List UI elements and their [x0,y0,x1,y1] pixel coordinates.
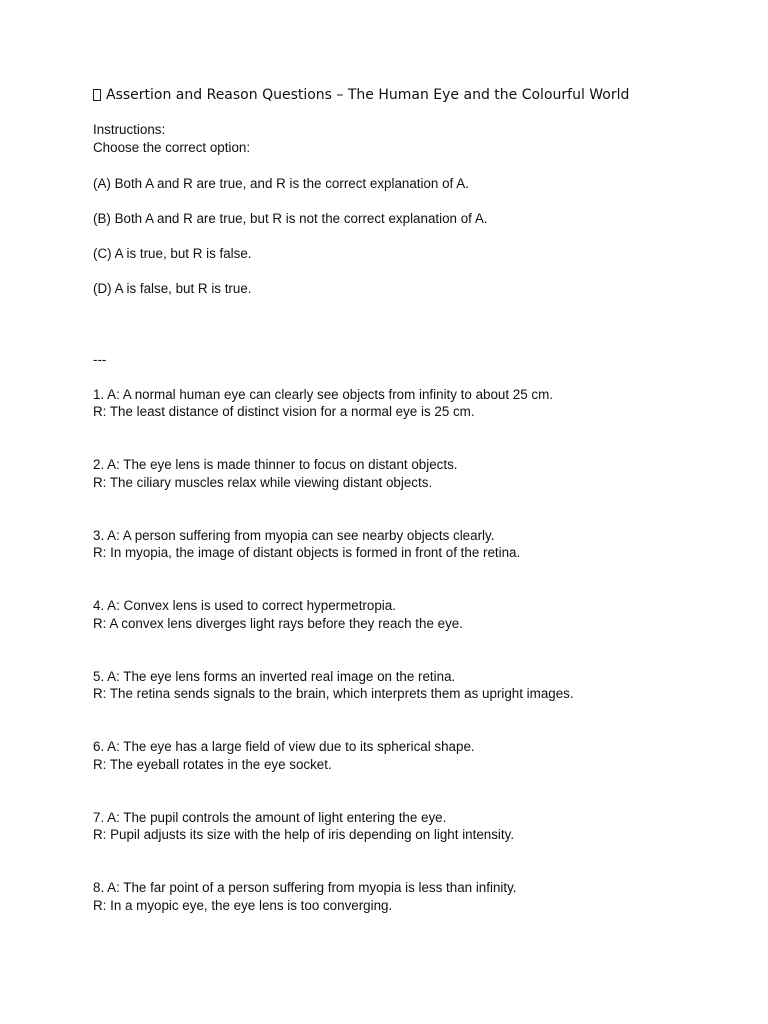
document-title [93,86,629,104]
option-b: (B) Both A and R are true, but R is not the correct explanation of A. [93,211,488,226]
question-2-assertion: 2. A: The eye lens is made thinner to focus on distant objects. [93,457,458,472]
question-8-assertion: 8. A: The far point of a person suffering from myopia is less than infinity. [93,880,517,895]
question-4-assertion: 4. A: Convex lens is used to correct hypermetropia. [93,598,396,613]
question-6-reason: R: The eyeball rotates in the eye socket. [93,757,332,772]
question-4-reason: R: A convex lens diverges light rays before they reach the eye. [93,616,463,631]
question-6-assertion: 6. A: The eye has a large field of view due to its spherical shape. [93,739,475,754]
question-2-reason: R: The ciliary muscles relax while viewing distant objects. [93,475,433,490]
document-title-text: Assertion and Reason Questions – The Human Eye and the Colourful World [106,87,630,103]
option-a: (A) Both A and R are true, and R is the correct explanation of A. [93,176,469,191]
instructions-line: Choose the correct option: [93,140,251,155]
question-8-reason: R: In a myopic eye, the eye lens is too converging. [93,898,393,913]
question-5-assertion: 5. A: The eye lens forms an inverted real image on the retina. [93,669,456,684]
question-5-reason: R: The retina sends signals to the brain, which interprets them as upright images. [93,686,574,701]
question-7-assertion: 7. A: The pupil controls the amount of light entering the eye. [93,810,447,825]
option-d: (D) A is false, but R is true. [93,281,252,296]
question-7-reason: R: Pupil adjusts its size with the help of iris depending on light intensity. [93,827,515,842]
question-1-reason: R: The least distance of distinct vision for a normal eye is 25 cm. [93,404,475,419]
question-3-reason: R: In myopia, the image of distant objects is formed in front of the retina. [93,545,521,560]
missing-glyph-icon [93,89,101,101]
option-c: (C) A is true, but R is false. [93,246,252,261]
instructions-heading: Instructions: [93,122,166,137]
question-1-assertion: 1. A: A normal human eye can clearly see objects from infinity to about 25 cm. [93,387,553,402]
question-3-assertion: 3. A: A person suffering from myopia can see nearby objects clearly. [93,528,495,543]
separator: --- [93,352,107,367]
